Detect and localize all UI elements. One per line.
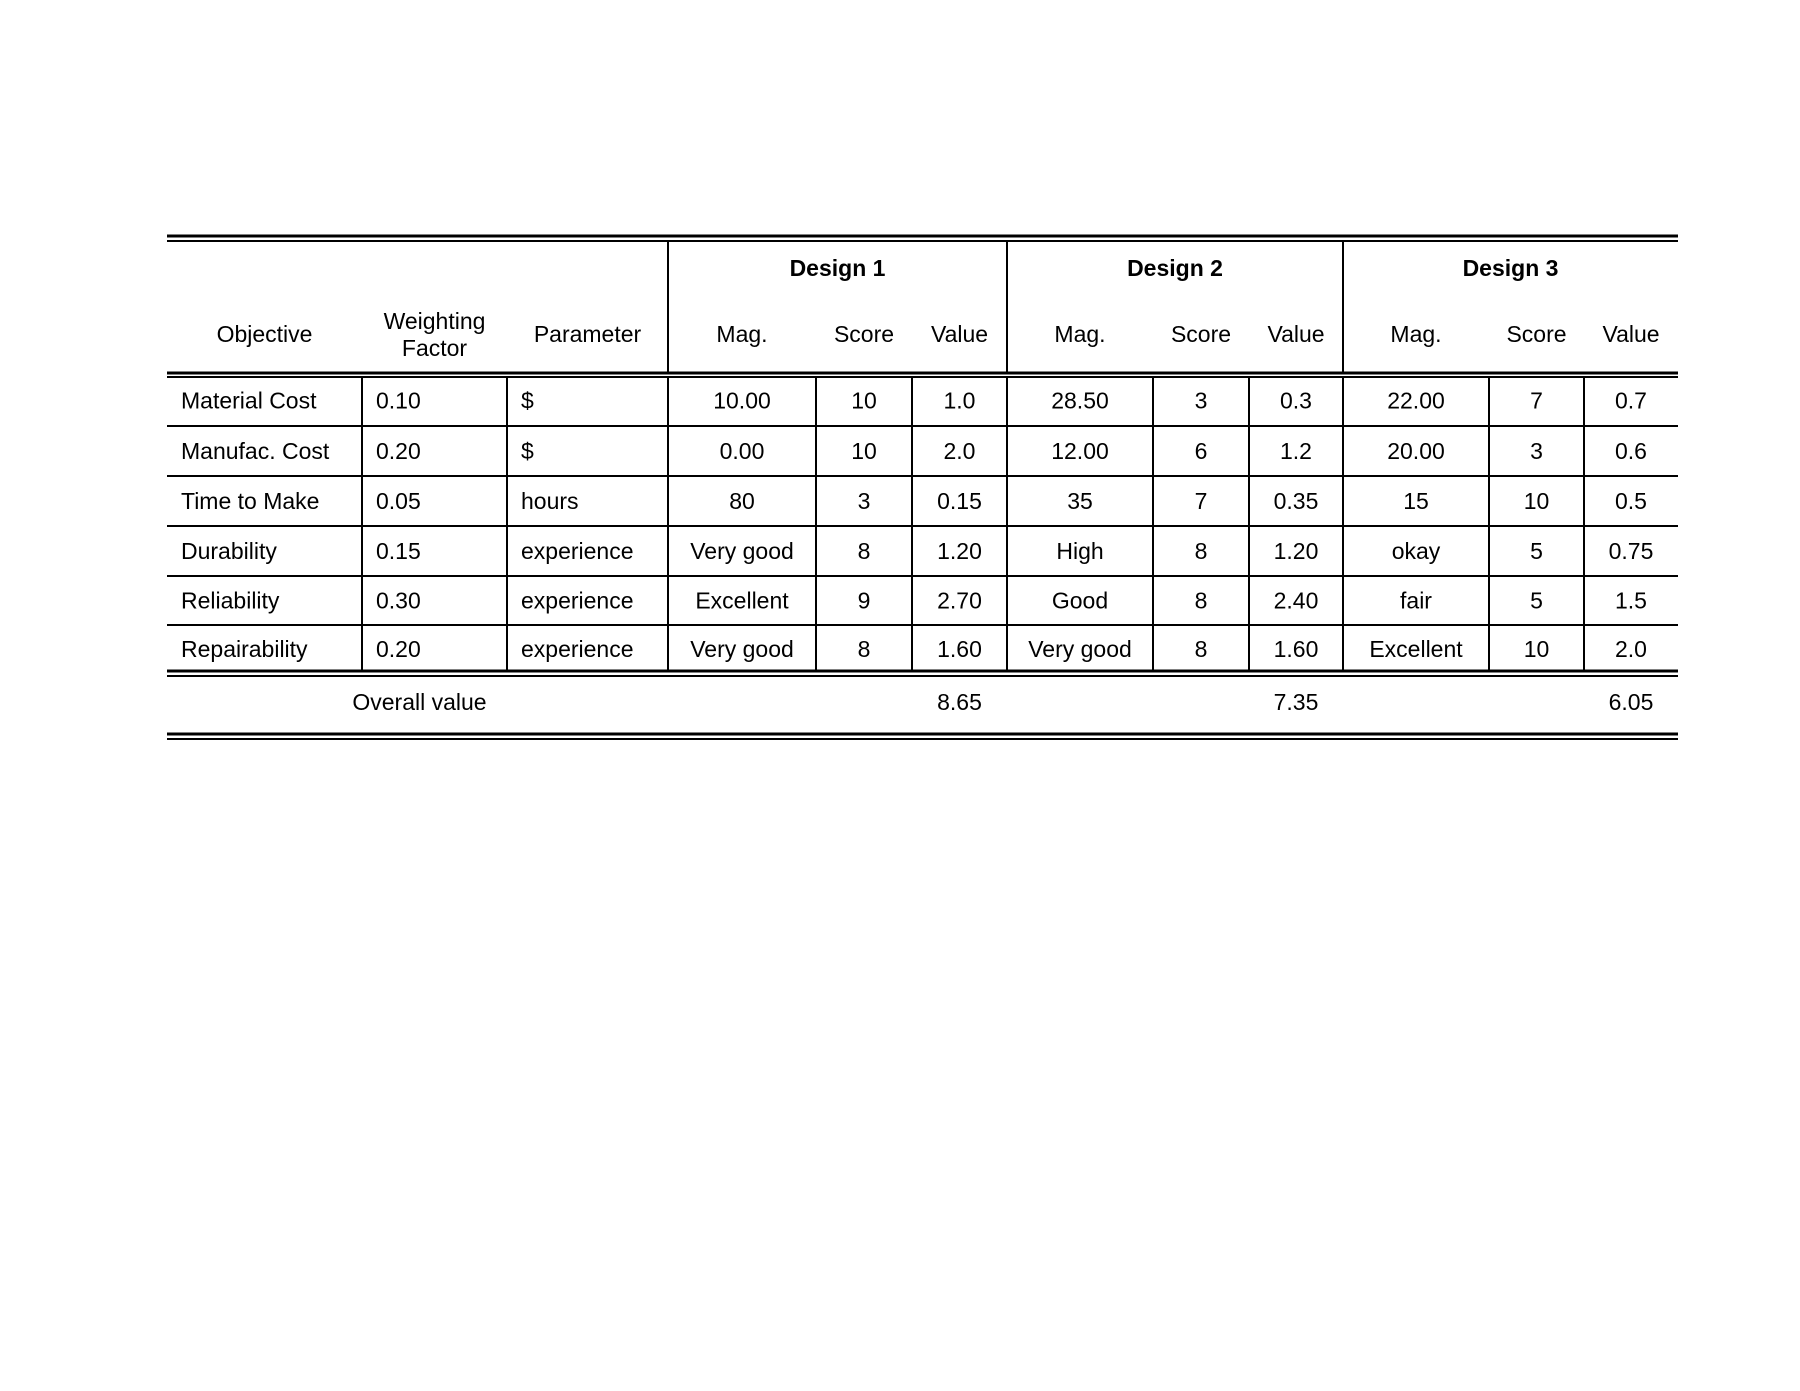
mag-cell: Very good xyxy=(690,636,794,662)
score-cell: 8 xyxy=(857,538,871,564)
parameter-cell: hours xyxy=(521,488,579,514)
objective-cell: Material Cost xyxy=(181,387,317,414)
overall-value-cell: 7.35 xyxy=(1273,689,1319,715)
weight-cell: 0.05 xyxy=(376,488,421,514)
value-cell: 1.20 xyxy=(1273,538,1319,564)
score-cell: 3 xyxy=(1194,387,1208,414)
weighting-factor-header: Weighting xyxy=(383,308,486,334)
value-cell: 0.5 xyxy=(1615,488,1647,514)
mag-cell: Excellent xyxy=(695,587,789,614)
weight-cell: 0.15 xyxy=(376,538,421,564)
score-cell: 3 xyxy=(1530,438,1543,464)
objective-cell: Time to Make xyxy=(181,488,320,514)
score-cell: 7 xyxy=(1194,488,1208,514)
mag-cell: 28.50 xyxy=(1051,387,1109,414)
objective-cell: Repairability xyxy=(181,636,308,662)
objective-cell: Durability xyxy=(181,538,277,564)
score-cell: 8 xyxy=(857,636,871,662)
score-header: Score xyxy=(1506,321,1567,347)
value-header: Value xyxy=(930,321,989,347)
overall-value-cell: 8.65 xyxy=(937,689,982,715)
design-group-header: Design 1 xyxy=(789,255,886,281)
value-cell: 0.35 xyxy=(1273,488,1319,514)
score-cell: 6 xyxy=(1194,438,1208,464)
value-cell: 2.40 xyxy=(1273,587,1319,614)
value-cell: 1.0 xyxy=(943,387,976,414)
mag-header: Mag. xyxy=(1390,321,1442,347)
value-header: Value xyxy=(1267,321,1325,347)
mag-cell: 22.00 xyxy=(1387,387,1445,414)
score-cell: 3 xyxy=(857,488,871,514)
parameter-cell: experience xyxy=(521,636,634,662)
mag-cell: Very good xyxy=(1028,636,1132,662)
weight-cell: 0.10 xyxy=(376,387,421,414)
value-cell: 0.15 xyxy=(937,488,982,514)
mag-cell: Excellent xyxy=(1369,636,1463,662)
objective-header: Objective xyxy=(216,321,313,347)
value-cell: 0.75 xyxy=(1608,538,1654,564)
design-group-header: Design 3 xyxy=(1462,255,1559,281)
score-cell: 10 xyxy=(1523,636,1550,662)
mag-cell: Good xyxy=(1051,587,1109,614)
value-cell: 1.5 xyxy=(1615,587,1647,614)
value-cell: 0.7 xyxy=(1615,387,1647,414)
mag-cell: 15 xyxy=(1403,488,1429,514)
weight-cell: 0.20 xyxy=(376,438,421,464)
objective-cell: Manufac. Cost xyxy=(181,438,330,464)
mag-cell: High xyxy=(1056,538,1104,564)
mag-cell: 80 xyxy=(729,488,755,514)
value-cell: 1.60 xyxy=(1273,636,1319,662)
value-cell: 0.3 xyxy=(1280,387,1312,414)
table-cells xyxy=(181,255,1660,715)
mag-cell: 12.00 xyxy=(1051,438,1109,464)
mag-cell: Very good xyxy=(690,538,794,564)
parameter-cell: $ xyxy=(521,438,534,464)
value-cell: 2.70 xyxy=(937,587,982,614)
score-cell: 10 xyxy=(851,438,877,464)
score-cell: 7 xyxy=(1530,387,1543,414)
weight-cell: 0.30 xyxy=(376,587,421,614)
value-cell: 1.20 xyxy=(937,538,982,564)
overall-value-label: Overall value xyxy=(352,689,487,715)
mag-cell: fair xyxy=(1400,587,1432,614)
score-cell: 9 xyxy=(857,587,871,614)
score-header: Score xyxy=(1170,321,1232,347)
score-cell: 8 xyxy=(1194,636,1208,662)
weighting-factor-header: Factor xyxy=(401,335,468,361)
mag-cell: 0.00 xyxy=(719,438,765,464)
parameter-cell: $ xyxy=(521,387,534,414)
weight-cell: 0.20 xyxy=(376,636,421,662)
parameter-cell: experience xyxy=(521,587,634,614)
score-cell: 5 xyxy=(1530,538,1543,564)
value-cell: 2.0 xyxy=(1615,636,1647,662)
score-cell: 5 xyxy=(1530,587,1543,614)
value-cell: 2.0 xyxy=(943,438,976,464)
design-group-header: Design 2 xyxy=(1127,255,1223,281)
value-cell: 1.2 xyxy=(1280,438,1312,464)
value-cell: 0.6 xyxy=(1615,438,1647,464)
score-cell: 10 xyxy=(1523,488,1550,514)
parameter-header: Parameter xyxy=(533,321,642,347)
value-header: Value xyxy=(1602,321,1660,347)
mag-header: Mag. xyxy=(716,321,768,347)
score-header: Score xyxy=(833,321,895,347)
value-cell: 1.60 xyxy=(937,636,982,662)
mag-cell: 35 xyxy=(1067,488,1093,514)
overall-value-cell: 6.05 xyxy=(1608,689,1654,715)
mag-cell: 20.00 xyxy=(1387,438,1445,464)
score-cell: 10 xyxy=(851,387,877,414)
score-cell: 8 xyxy=(1194,538,1208,564)
mag-cell: 10.00 xyxy=(713,387,771,414)
mag-header: Mag. xyxy=(1054,321,1106,347)
objective-cell: Reliability xyxy=(181,587,280,614)
parameter-cell: experience xyxy=(521,538,634,564)
mag-cell: okay xyxy=(1391,538,1441,564)
score-cell: 8 xyxy=(1194,587,1208,614)
